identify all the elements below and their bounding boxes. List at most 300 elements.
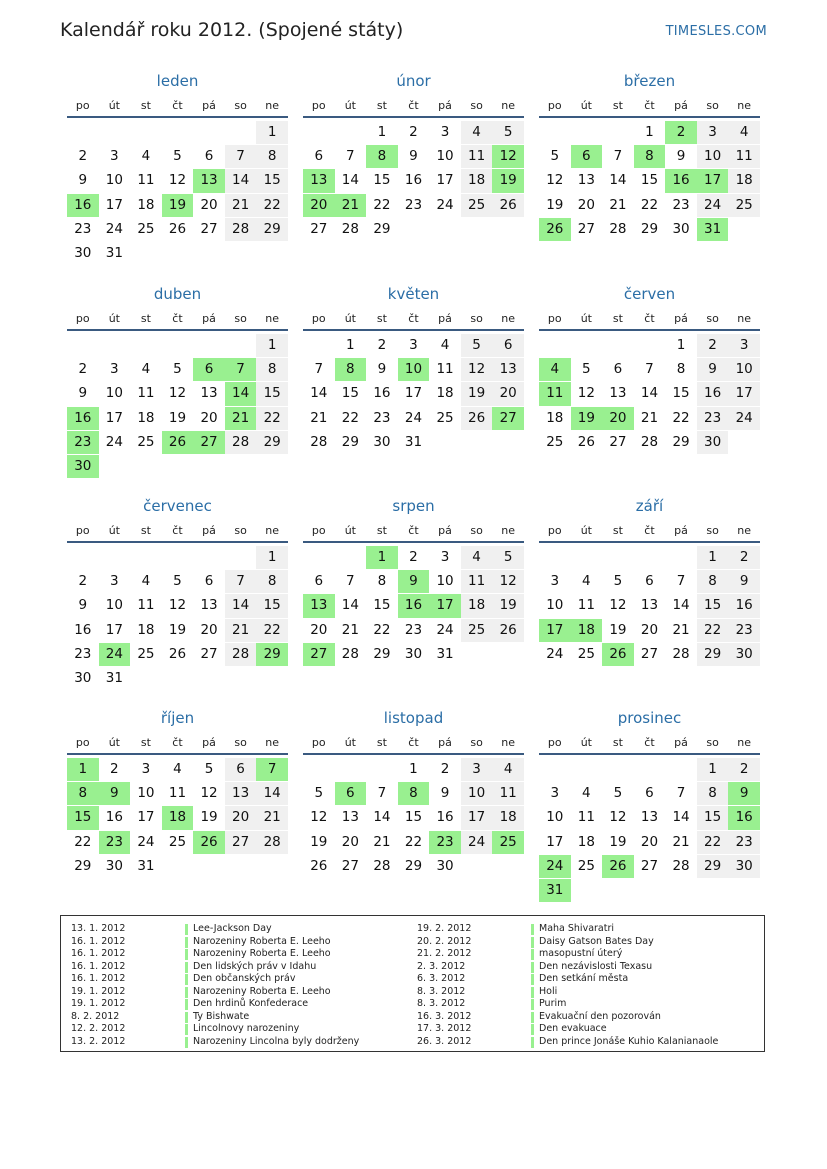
weekday-label: ne: [265, 312, 280, 325]
legend-date: 12. 2. 2012: [71, 1023, 126, 1034]
day-cell: 17: [728, 382, 760, 405]
legend-row: [71, 973, 411, 986]
empty-day-cell: [602, 546, 634, 569]
day-cell: 13: [341, 809, 359, 826]
weekday-label: po: [547, 99, 562, 112]
weekday-label: st: [612, 736, 623, 749]
page-title: Kalendář roku 2012. (Spojené státy): [60, 19, 404, 41]
day-cell: 29: [404, 857, 423, 874]
weekday-label: út: [108, 312, 120, 325]
day-cell: 28: [310, 433, 328, 450]
weekday-label: so: [234, 99, 247, 112]
weekday-label: st: [612, 99, 623, 112]
holiday-day-cell: 17: [697, 169, 729, 192]
day-cell: 30: [728, 855, 760, 878]
day-cell: 2: [377, 337, 387, 353]
month-7: [67, 497, 288, 691]
day-cell: 13: [609, 385, 627, 402]
weekday-label: pá: [438, 312, 452, 325]
weekday-label: st: [140, 524, 151, 537]
legend-date: 20. 2. 2012: [417, 935, 472, 947]
month-10: [67, 709, 288, 879]
day-cell: 10: [436, 573, 454, 590]
day-cell: 15: [373, 172, 391, 189]
month-1: [67, 72, 288, 266]
day-cell: 8: [697, 570, 729, 593]
day-cell: 3: [550, 573, 560, 590]
legend-date: 8. 3. 2012: [417, 985, 466, 997]
holiday-day-cell: 18: [571, 619, 603, 642]
day-cell: 9: [409, 148, 418, 165]
legend-row: [417, 923, 757, 936]
empty-day-cell: [602, 334, 634, 357]
empty-day-cell: [130, 121, 162, 144]
day-cell: 9: [78, 385, 88, 402]
day-cell: 24: [404, 409, 423, 426]
day-cell: 5: [173, 148, 182, 165]
holiday-day-cell: 4: [539, 358, 571, 381]
day-cell: 23: [697, 407, 729, 430]
day-cell: 31: [105, 244, 123, 261]
day-cell: 27: [200, 645, 218, 662]
day-cell: 23: [404, 196, 423, 213]
legend-date: 13. 1. 2012: [71, 923, 126, 934]
day-cell: 6: [314, 573, 324, 590]
day-cell: 19: [492, 594, 524, 617]
holiday-day-cell: 21: [225, 407, 257, 430]
day-cell: 22: [256, 194, 288, 217]
weekday-label: čt: [408, 736, 419, 749]
weekday-label: st: [140, 99, 151, 112]
holiday-day-cell: 16: [67, 194, 99, 217]
empty-day-cell: [99, 121, 131, 144]
legend-marker: [531, 937, 534, 948]
day-cell: 25: [137, 220, 155, 237]
holiday-day-cell: 31: [539, 879, 571, 902]
day-cell: 14: [640, 385, 659, 402]
day-cell: 12: [461, 358, 493, 381]
day-cell: 3: [110, 148, 119, 165]
legend-row: [71, 961, 411, 974]
weekday-label: pá: [674, 524, 688, 537]
day-cell: 26: [461, 407, 493, 430]
holiday-day-cell: 9: [728, 782, 760, 805]
day-cell: 19: [310, 833, 328, 850]
month-days: [303, 758, 524, 879]
day-cell: 20: [341, 833, 359, 850]
weekday-label: so: [706, 312, 719, 325]
legend-marker: [531, 949, 534, 960]
month-days: [539, 121, 760, 242]
legend-marker: [531, 1037, 534, 1048]
legend-date: 6. 3. 2012: [417, 973, 466, 984]
day-cell: 1: [676, 337, 686, 353]
day-cell: 28: [672, 645, 690, 662]
day-cell: 5: [613, 785, 623, 802]
day-cell: 7: [676, 573, 686, 590]
holiday-day-cell: 25: [492, 831, 524, 854]
day-cell: 7: [645, 361, 654, 378]
holiday-day-cell: 1: [366, 546, 398, 569]
month-days: [539, 546, 760, 667]
day-cell: 13: [225, 782, 257, 805]
empty-day-cell: [571, 121, 603, 144]
legend-marker: [531, 962, 534, 973]
weekday-label: st: [376, 312, 387, 325]
day-cell: 4: [461, 546, 493, 569]
empty-day-cell: [634, 758, 666, 781]
legend-marker: [531, 999, 534, 1010]
day-cell: 20: [640, 833, 659, 850]
day-cell: 2: [409, 549, 418, 565]
weekday-label: út: [580, 736, 592, 749]
weekday-label: po: [75, 312, 90, 325]
weekday-label: út: [108, 736, 120, 749]
day-cell: 2: [110, 761, 119, 777]
day-cell: 18: [436, 385, 454, 402]
weekday-header: [303, 310, 524, 331]
day-cell: 24: [137, 833, 155, 850]
day-cell: 6: [645, 573, 654, 590]
legend-column-right: [417, 923, 757, 1048]
day-cell: 22: [74, 833, 92, 850]
day-cell: 24: [697, 194, 729, 217]
day-cell: 24: [105, 433, 123, 450]
day-cell: 4: [141, 573, 151, 590]
day-cell: 27: [341, 857, 359, 874]
legend-holiday-name: Den prince Jonáše Kuhio Kalanianaole: [539, 1035, 719, 1047]
empty-day-cell: [225, 121, 257, 144]
month-2: [303, 72, 524, 242]
legend-date: 8. 2. 2012: [71, 1010, 120, 1022]
month-6: [539, 285, 760, 455]
day-cell: 21: [225, 194, 257, 217]
day-cell: 19: [168, 621, 187, 638]
day-cell: 12: [168, 597, 187, 614]
day-cell: 5: [492, 121, 524, 144]
day-cell: 9: [676, 148, 686, 165]
day-cell: 10: [728, 358, 760, 381]
empty-day-cell: [539, 121, 571, 144]
legend-holiday-name: Maha Shivaratri: [539, 923, 615, 934]
day-cell: 6: [314, 148, 324, 165]
legend-row: [71, 1036, 411, 1049]
day-cell: 11: [461, 570, 493, 593]
holiday-day-cell: 16: [728, 806, 760, 829]
day-cell: 6: [492, 334, 524, 357]
holiday-day-cell: 31: [697, 218, 729, 241]
day-cell: 16: [697, 382, 729, 405]
month-name: leden: [156, 72, 199, 90]
legend-date: 19. 1. 2012: [71, 985, 126, 997]
day-cell: 24: [436, 196, 454, 213]
day-cell: 30: [74, 669, 92, 686]
weekday-header: [67, 97, 288, 118]
day-cell: 29: [373, 220, 391, 237]
day-cell: 26: [492, 194, 524, 217]
day-cell: 11: [137, 597, 155, 614]
legend-column-left: [71, 923, 411, 1048]
day-cell: 29: [697, 643, 729, 666]
day-cell: 4: [141, 361, 151, 378]
weekday-label: út: [580, 312, 592, 325]
day-cell: 7: [225, 570, 257, 593]
day-cell: 25: [436, 409, 454, 426]
day-cell: 23: [74, 645, 92, 662]
weekday-header: [539, 310, 760, 331]
day-cell: 9: [697, 358, 729, 381]
day-cell: 19: [168, 409, 187, 426]
legend-row: [71, 948, 411, 961]
holiday-day-cell: 14: [225, 382, 257, 405]
day-cell: 9: [377, 361, 387, 378]
weekday-label: pá: [438, 99, 452, 112]
empty-day-cell: [303, 334, 335, 357]
holiday-day-cell: 20: [602, 407, 634, 430]
legend-date: 16. 3. 2012: [417, 1010, 472, 1022]
legend-holiday-name: Den lidských práv v Idahu: [193, 960, 317, 972]
day-cell: 22: [404, 833, 423, 850]
day-cell: 5: [550, 148, 560, 165]
day-cell: 30: [672, 220, 690, 237]
day-cell: 15: [404, 809, 423, 826]
day-cell: 29: [341, 433, 359, 450]
day-cell: 26: [168, 220, 187, 237]
legend-holiday-name: Den evakuace: [539, 1023, 607, 1034]
day-cell: 12: [546, 172, 564, 189]
day-cell: 5: [314, 785, 324, 802]
day-cell: 20: [225, 806, 257, 829]
day-cell: 16: [373, 385, 391, 402]
weekday-label: pá: [438, 736, 452, 749]
month-12: [539, 709, 760, 903]
day-cell: 28: [256, 831, 288, 854]
day-cell: 12: [310, 809, 328, 826]
weekday-label: so: [706, 524, 719, 537]
day-cell: 23: [672, 196, 690, 213]
day-cell: 26: [492, 619, 524, 642]
day-cell: 29: [373, 645, 391, 662]
day-cell: 12: [168, 385, 187, 402]
day-cell: 21: [225, 619, 257, 642]
empty-day-cell: [303, 121, 335, 144]
day-cell: 22: [697, 831, 729, 854]
day-cell: 21: [672, 621, 690, 638]
day-cell: 22: [341, 409, 359, 426]
legend-row: [417, 1023, 757, 1036]
weekday-label: čt: [644, 736, 655, 749]
day-cell: 4: [440, 337, 450, 353]
legend-row: [417, 998, 757, 1011]
holiday-day-cell: 10: [398, 358, 430, 381]
day-cell: 28: [609, 220, 627, 237]
legend-marker: [185, 924, 188, 935]
day-cell: 1: [645, 124, 654, 140]
holiday-day-cell: 23: [99, 831, 131, 854]
day-cell: 1: [377, 124, 387, 140]
day-cell: 13: [200, 597, 218, 614]
day-cell: 30: [74, 244, 92, 261]
empty-day-cell: [571, 334, 603, 357]
day-cell: 31: [404, 433, 423, 450]
empty-day-cell: [634, 546, 666, 569]
day-cell: 25: [137, 645, 155, 662]
holiday-day-cell: 2: [665, 121, 697, 144]
empty-day-cell: [162, 121, 194, 144]
day-cell: 22: [640, 196, 659, 213]
weekday-label: st: [140, 736, 151, 749]
weekday-label: čt: [408, 99, 419, 112]
weekday-label: čt: [408, 524, 419, 537]
day-cell: 26: [310, 857, 328, 874]
day-cell: 30: [436, 857, 454, 874]
legend-date: 16. 1. 2012: [71, 960, 126, 972]
legend-date: 16. 1. 2012: [71, 948, 126, 959]
weekday-label: pá: [674, 312, 688, 325]
day-cell: 27: [609, 433, 627, 450]
day-cell: 18: [492, 806, 524, 829]
day-cell: 25: [137, 433, 155, 450]
day-cell: 9: [78, 597, 88, 614]
weekday-label: út: [344, 99, 356, 112]
weekday-label: po: [311, 312, 326, 325]
day-cell: 12: [168, 172, 187, 189]
day-cell: 1: [256, 334, 288, 357]
empty-day-cell: [67, 334, 99, 357]
legend-date: 13. 2. 2012: [71, 1035, 126, 1047]
holiday-day-cell: 26: [162, 431, 194, 454]
day-cell: 4: [582, 573, 591, 590]
day-cell: 8: [256, 145, 288, 168]
day-cell: 8: [697, 782, 729, 805]
day-cell: 29: [256, 218, 288, 241]
day-cell: 29: [74, 857, 92, 874]
day-cell: 14: [225, 169, 257, 192]
day-cell: 6: [204, 573, 214, 590]
day-cell: 29: [697, 855, 729, 878]
day-cell: 4: [141, 148, 151, 165]
day-cell: 12: [577, 385, 595, 402]
month-name: červen: [623, 285, 676, 303]
holiday-day-cell: 15: [67, 806, 99, 829]
holiday-day-cell: 26: [602, 855, 634, 878]
day-cell: 20: [200, 409, 218, 426]
holiday-day-cell: 23: [67, 431, 99, 454]
empty-day-cell: [602, 758, 634, 781]
legend-row: [71, 936, 411, 949]
month-name: březen: [623, 72, 676, 90]
legend-marker: [185, 1024, 188, 1035]
month-9: [539, 497, 760, 667]
weekday-label: so: [470, 312, 483, 325]
weekday-label: pá: [202, 312, 216, 325]
weekday-label: čt: [172, 312, 183, 325]
weekday-label: út: [344, 524, 356, 537]
site-brand-link[interactable]: TIMESLES.COM: [665, 24, 767, 39]
weekday-label: po: [547, 736, 562, 749]
day-cell: 20: [200, 621, 218, 638]
empty-day-cell: [335, 758, 367, 781]
empty-day-cell: [67, 546, 99, 569]
day-cell: 7: [676, 785, 686, 802]
day-cell: 1: [346, 337, 355, 353]
day-cell: 5: [204, 761, 214, 777]
day-cell: 25: [577, 857, 595, 874]
day-cell: 18: [137, 196, 155, 213]
holiday-day-cell: 26: [193, 831, 225, 854]
day-cell: 7: [346, 573, 355, 590]
legend-holiday-name: Evakuační den pozorován: [539, 1010, 661, 1022]
day-cell: 4: [492, 758, 524, 781]
day-cell: 11: [492, 782, 524, 805]
weekday-header: [303, 522, 524, 543]
day-cell: 1: [409, 761, 418, 777]
weekday-label: so: [706, 99, 719, 112]
month-days: [67, 546, 288, 691]
day-cell: 8: [256, 570, 288, 593]
day-cell: 14: [373, 809, 391, 826]
day-cell: 3: [461, 758, 493, 781]
weekday-label: ne: [737, 524, 752, 537]
day-cell: 22: [256, 619, 288, 642]
weekday-label: čt: [644, 524, 655, 537]
day-cell: 21: [341, 621, 359, 638]
weekday-label: pá: [438, 524, 452, 537]
empty-day-cell: [335, 546, 367, 569]
holiday-day-cell: 27: [303, 643, 335, 666]
day-cell: 28: [341, 645, 359, 662]
day-cell: 13: [577, 172, 595, 189]
weekday-header: [539, 97, 760, 118]
legend-date: 8. 3. 2012: [417, 998, 466, 1009]
legend-marker: [185, 937, 188, 948]
month-3: [539, 72, 760, 242]
legend-marker: [185, 974, 188, 985]
day-cell: 1: [697, 758, 729, 781]
day-cell: 7: [346, 148, 355, 165]
legend-holiday-name: Lincolnovy narozeniny: [193, 1023, 300, 1034]
day-cell: 21: [256, 806, 288, 829]
day-cell: 14: [672, 809, 690, 826]
day-cell: 21: [672, 833, 690, 850]
holiday-day-cell: 26: [602, 643, 634, 666]
legend-date: 16. 1. 2012: [71, 973, 126, 984]
holiday-day-cell: 24: [99, 643, 131, 666]
day-cell: 22: [672, 409, 690, 426]
day-cell: 19: [546, 196, 564, 213]
empty-day-cell: [193, 121, 225, 144]
day-cell: 16: [74, 621, 92, 638]
day-cell: 16: [404, 172, 423, 189]
day-cell: 13: [492, 358, 524, 381]
day-cell: 4: [728, 121, 760, 144]
day-cell: 10: [436, 148, 454, 165]
day-cell: 6: [204, 148, 214, 165]
legend-row: [417, 1036, 757, 1049]
holiday-day-cell: 24: [539, 855, 571, 878]
weekday-label: st: [612, 524, 623, 537]
day-cell: 21: [310, 409, 328, 426]
weekday-label: st: [612, 312, 623, 325]
day-cell: 30: [404, 645, 423, 662]
day-cell: 21: [640, 409, 659, 426]
day-cell: 15: [640, 172, 659, 189]
day-cell: 16: [105, 809, 123, 826]
legend-holiday-name: Lee-Jackson Day: [193, 923, 272, 934]
holiday-day-cell: 8: [67, 782, 99, 805]
day-cell: 12: [609, 597, 627, 614]
weekday-label: po: [311, 524, 326, 537]
